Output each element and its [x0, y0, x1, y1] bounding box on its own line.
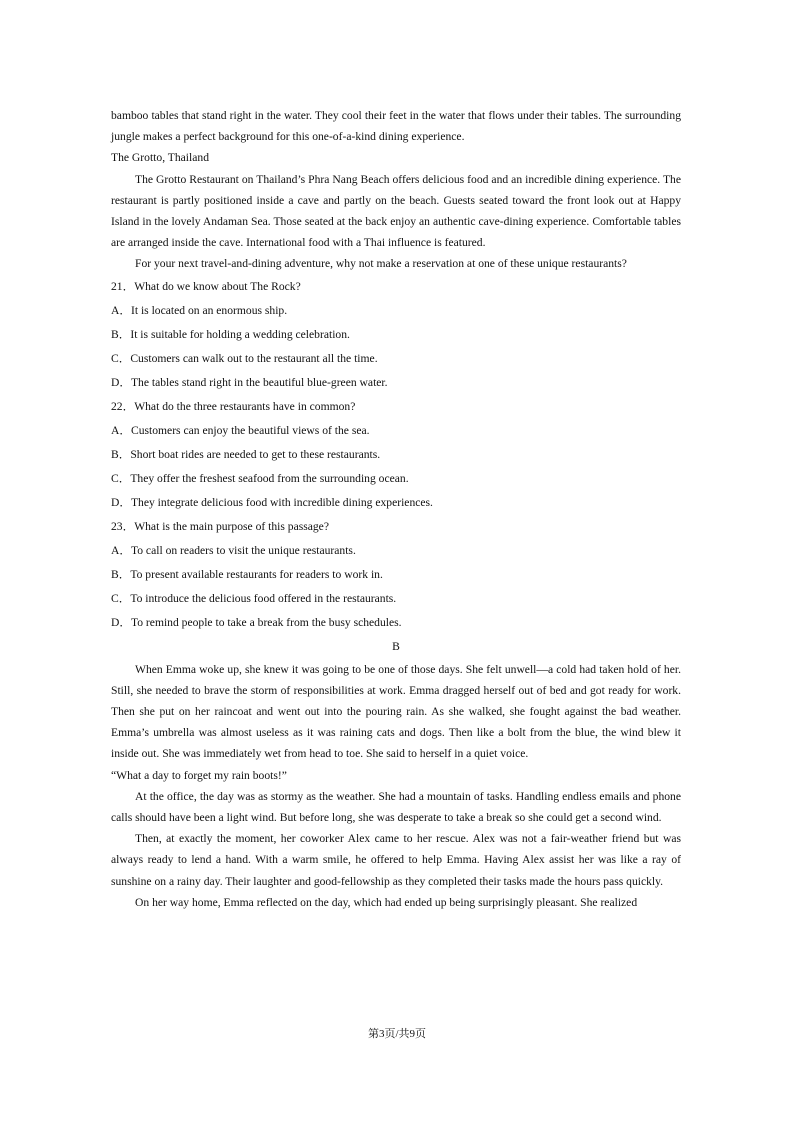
option-c: C．Customers can walk out to the restaurant all the time.	[111, 351, 378, 365]
passage-a-intro-continued: bamboo tables that stand right in the water. They cool their feet in the water that flows under their tables. The surrounding jungle makes a perfect background for this one-of-a-kind dining experience.	[111, 109, 681, 144]
passage-b-paragraph: When Emma woke up, she knew it was going to be one of those days. She felt unwell—a cold had taken hold of her. Still, she needed to brave the storm of responsibilities at work. Emma dragged herself out of bed and got ready for work. Then she put on her raincoat and went out into the pouring rain. As she walked, she fought against the bad weather. Emma’s umbrella was almost useless as it was raining cats and dogs. Then like a bolt from the blue, the wind blew it inside out. She was immediately wet from head to toe. She said to herself in a quiet voice.	[111, 662, 681, 761]
section-b-heading: B	[392, 639, 400, 653]
question-23	[111, 515, 681, 635]
option-a: A．It is located on an enormous ship.	[111, 303, 288, 317]
option-b: B．Short boat rides are needed to get to these restaurants.	[111, 447, 381, 461]
option-d: D．To remind people to take a break from the busy schedules.	[111, 615, 402, 629]
option-d: D．The tables stand right in the beautiful blue-green water.	[111, 375, 388, 389]
closing-paragraph: For your next travel-and-dining adventure, why not make a reservation at one of these unique restaurants?	[135, 257, 627, 271]
passage-b-paragraph: On her way home, Emma reflected on the day, which had ended up being surprisingly pleasant. She realized	[135, 895, 638, 909]
passage-b-quote: “What a day to forget my rain boots!”	[111, 768, 287, 782]
option-c: C．To introduce the delicious food offered in the restaurants.	[111, 591, 397, 605]
option-d: D．They integrate delicious food with incredible dining experiences.	[111, 495, 433, 509]
question-stem: 21．What do we know about The Rock?	[111, 279, 301, 293]
passage-b-paragraph: At the office, the day was as stormy as the weather. She had a mountain of tasks. Handling endless emails and phone calls should have been a light wind. But before long, she was desperate to take a break so she could get a second wind.	[111, 789, 681, 825]
option-b: B．It is suitable for holding a wedding celebration.	[111, 327, 350, 341]
question-stem: 22．What do the three restaurants have in common?	[111, 399, 356, 413]
option-c: C．They offer the freshest seafood from the surrounding ocean.	[111, 471, 409, 485]
question-22	[111, 395, 681, 515]
grotto-heading: The Grotto, Thailand	[111, 151, 209, 165]
question-21	[111, 275, 681, 395]
option-b: B．To present available restaurants for readers to work in.	[111, 567, 383, 581]
passage-b-paragraph: Then, at exactly the moment, her coworker Alex came to her rescue. Alex was not a fair-weather friend but was always ready to lend a hand. With a warm smile, he offered to help Emma. Having Alex assist her was like a ray of sunshine on a rainy day. Their laughter and good-fellowship as they completed their tasks made the hours pass quickly.	[111, 832, 681, 888]
page-content	[111, 105, 681, 913]
option-a: A．Customers can enjoy the beautiful views of the sea.	[111, 423, 370, 437]
question-stem: 23．What is the main purpose of this passage?	[111, 519, 329, 533]
page-number-footer: 第3页/共9页	[367, 1028, 427, 1040]
option-a: A．To call on readers to visit the unique restaurants.	[111, 543, 356, 557]
grotto-paragraph: The Grotto Restaurant on Thailand’s Phra Nang Beach offers delicious food and an incredible dining experience. The restaurant is partly positioned inside a cave and partly on the beach. Guests seated toward the front look out at Happy Island in the lovely Andaman Sea. Those seated at the back enjoy an authentic cave-dining experience. Comfortable tables are arranged inside the cave. International food with a Thai influence is featured.	[111, 172, 681, 250]
